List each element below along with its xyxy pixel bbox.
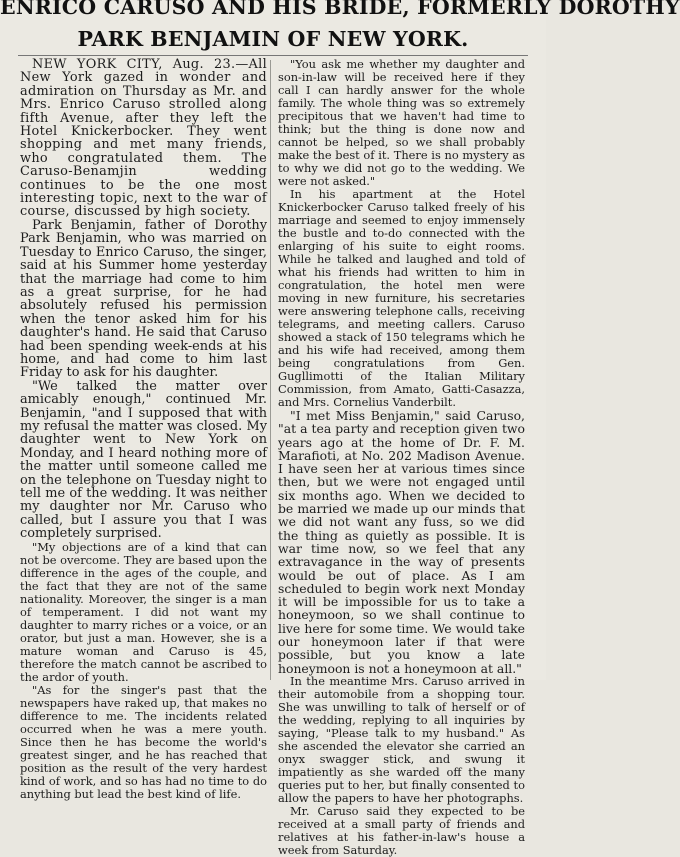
paragraph-dateline: NEW YORK CITY, Aug. 23.—All New York gazed in wonder and admiration on Thursday as Mr. and Mrs. Enrico Caruso strolled along fifth Avenue, after they left the Hotel Knickerbocker. They went shopping and met many friends, who congratulated them. The Caruso-Benamjin wedding continues to be the one most interesting topic, next to the war of course, discussed by high society.	[20, 57, 267, 220]
right-column	[278, 58, 525, 857]
column-divider	[270, 60, 271, 680]
headline-line-1: ENRICO CARUSO AND HIS BRIDE, FORMERLY DOROTHY	[0, 0, 680, 19]
left-column	[20, 58, 267, 801]
paragraph: "I met Miss Benjamin," said Caruso, "at a tea party and reception given two years ago at the home of Dr. F. M. Marafioti, at No. 202 Madison Avenue. I have seen her at various times since then, but we were not engaged until six months ago. When we decided to be married we made up our minds that we did not want any fuss, so we did the thing as quietly as possible. It is war time now, so we feel that any extravagance in the way of presents would be out of place. As I am scheduled to begin work next Monday it will be impossible for us to take a honeymoon, so we shall continue to live here for some time. We would take our honeymoon later if that were possible, but you know a late honeymoon is not a honeymoon at all."	[278, 408, 525, 676]
headline-line-2: PARK BENJAMIN OF NEW YORK.	[77, 27, 469, 51]
paragraph: "You ask me whether my daughter and son-in-law will be received here if they call I can hardly answer for the whole family. The whole thing was so extremely precipitous that we haven't had time to think; but the thing is done now and cannot be helped, so we shall probably make the best of it. There is no mystery as to why we did not go to the wedding. We were not asked."	[278, 57, 525, 188]
paragraph: "My objections are of a kind that can not be overcome. They are based upon the difference in the ages of the couple, and the fact that they are not of the same nationality. Moreover, the singer is a man of temperament. I did not want my daughter to marry riches or a voice, or an orator, but just a man. However, she is a mature woman and Caruso is 45, therefore the match cannot be ascribed to the ardor of youth.	[20, 539, 267, 684]
paragraph: "We talked the matter over amicably enough," continued Mr. Benjamin, "and I supposed that with my refusal the matter was closed. My daughter went to New York on Monday, and I heard nothing more of the matter until someone called me on the telephone on Tuesday night to tell me of the wedding. It was neither my daughter nor Mr. Caruso who called, but I assure you that I was completely surprised.	[20, 378, 267, 542]
paragraph: Park Benjamin, father of Dorothy Park Benjamin, who was married on Tuesday to Enrico Caruso, the singer, said at his Summer home yesterday that the marriage had come to him as a great surprise, for he had absolutely refused his permission when the tenor asked him for his daughter's hand. He said that Caruso had been spending week-ends at his home, and had come to him last Friday to ask for his daughter.	[20, 217, 267, 381]
paragraph: "As for the singer's past that the newspapers have raked up, that makes no difference to me. The incidents related occurred when he was a mere youth. Since then he has become the world's greatest singer, and he has reached that position as the result of the very hardest kind of work, and so has had no time to do anything but lead the best kind of life.	[20, 682, 267, 801]
paragraph: In the meantime Mrs. Caruso arrived in their automobile from a shopping tour. She was unwilling to talk of herself or of the wedding, replying to all inquiries by saying, "Please talk to my husband." As she ascended the elevator she carried an onyx swagger stick, and swung it impatiently as she warded off the many queries put to her, but finally consented to allow the papers to have her photographs.	[278, 673, 525, 805]
paragraph: In his apartment at the Hotel Knickerbocker Caruso talked freely of his marriage and seemed to enjoy immensely the bustle and to-do connected with the enlarging of his suite to eight rooms. While he talked and laughed and told of what his friends had written to him in congratulation, the hotel men were moving in new furniture, his secretaries were answering telephone calls, receiving telegrams, and meeting callers. Caruso showed a stack of 150 telegrams which he and his wife had received, among them being congratulations from Gen. Gugllimotti of the Italian Military Commission, from Amato, Gatti-Casazza, and Mrs. Cornelius Vanderbilt.	[278, 187, 525, 409]
paragraph: Mr. Caruso said they expected to be received at a small party of friends and relatives at his father-in-law's house a week from Saturday.	[278, 803, 525, 857]
headline-rule	[18, 55, 528, 56]
